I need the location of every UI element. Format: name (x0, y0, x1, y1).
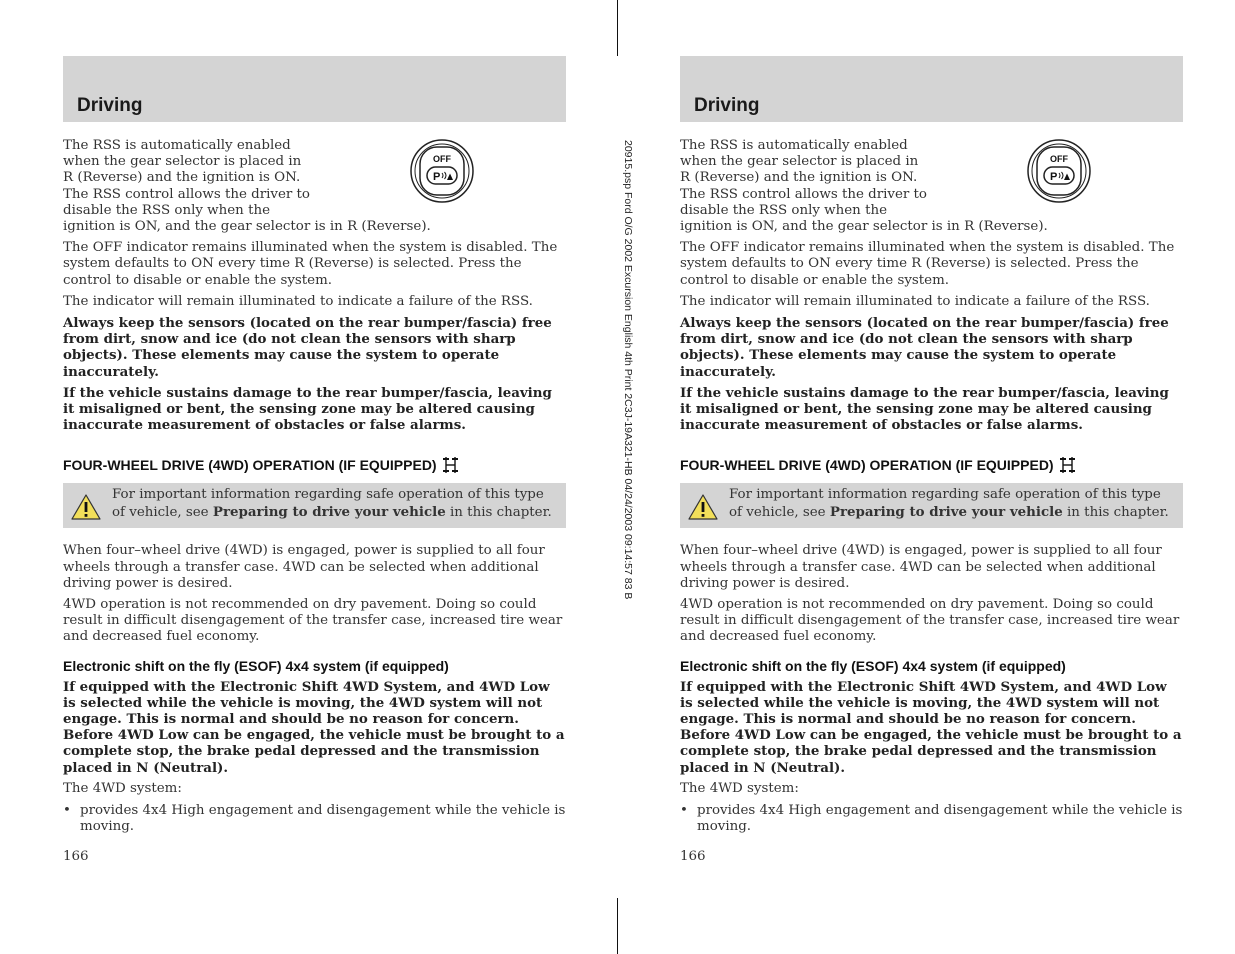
print-slug-text: 20915.psp Ford O/G 2002 Excursion English 4th Print 2C3J-19A321-HB 04/24/2003 09:14:57 83 B (622, 140, 634, 600)
four-wheel-drive-heading-text: FOUR-WHEEL DRIVE (4WD) OPERATION (IF EQUIPPED) (63, 457, 437, 474)
warning-text-before: For important information regarding safe operation of this type of vehicle, see (729, 487, 1161, 520)
safety-warning-box (680, 483, 1183, 528)
bullet-dot-icon: • (63, 803, 71, 819)
intro-line: The RSS control allows the driver to (63, 186, 310, 202)
4wd-pavement-paragraph: 4WD operation is not recommended on dry pavement. Doing so could result in difficult disengagement of the transfer case, increased tire wear and decreased fuel economy. (63, 597, 563, 645)
rss-p-label: P (1050, 171, 1058, 183)
safety-warning-text (729, 487, 1175, 520)
bullet-dot-icon: • (680, 803, 688, 819)
warning-triangle-icon (70, 493, 102, 521)
rss-p-label: P (433, 171, 441, 183)
page-number: 166 (680, 848, 706, 864)
intro-line: The RSS is automatically enabled (680, 138, 908, 153)
intro-line: when the gear selector is placed in (63, 154, 302, 170)
rss-intro (680, 138, 1183, 235)
intro-line: ignition is ON, and the gear selector is in R (Reverse). (63, 219, 431, 235)
4wd-engaged-paragraph: When four–wheel drive (4WD) is engaged, power is supplied to all four wheels through a transfer case. 4WD can be selected when additional driving power is desired. (680, 543, 1162, 591)
esof-heading: Electronic shift on the fly (ESOF) 4x4 system (if equipped) (63, 657, 449, 674)
esof-warning: If equipped with the Electronic Shift 4WD System, and 4WD Low is selected while the vehicle is moving, the 4WD system will not engage. This is normal and should be no reason for concern. Before 4WD Low can be engaged, the vehicle must be brought to a complete stop, the brake pedal depressed and the transmission placed in N (Neutral). (680, 678, 1182, 776)
warning-triangle-icon (687, 493, 719, 521)
four-wheel-drive-icon (442, 456, 460, 474)
rss-off-label: OFF (1050, 154, 1068, 164)
page-number: 166 (63, 848, 89, 864)
section-header-band (680, 56, 1183, 122)
warning-text-before: For important information regarding safe operation of this type of vehicle, see (112, 487, 544, 520)
bumper-damage-warning: If the vehicle sustains damage to the rear bumper/fascia, leaving it misaligned or bent, the sensing zone may be altered causing inaccurate measurement of obstacles or false alarms. (680, 384, 1169, 434)
intro-line: disable the RSS only when the (63, 202, 270, 218)
list-item-text: provides 4x4 High engagement and disengagement while the vehicle is moving. (697, 803, 1183, 835)
list-item (680, 803, 1183, 835)
list-item-text: provides 4x4 High engagement and disengagement while the vehicle is moving. (80, 803, 566, 835)
right-page (680, 56, 1183, 864)
intro-line: The RSS control allows the driver to (680, 186, 927, 202)
four-wheel-drive-icon (1059, 456, 1077, 474)
4wd-system-intro: The 4WD system: (680, 780, 799, 796)
4wd-system-intro: The 4WD system: (63, 780, 182, 796)
rss-off-button-icon (1026, 138, 1092, 204)
rss-off-button-icon (409, 138, 475, 204)
off-indicator-paragraph: The OFF indicator remains illuminated when the system is disabled. The system defaults to ON every time R (Reverse) is selected. Press the control to disable or enable the system. (680, 240, 1175, 288)
section-title: Driving (694, 95, 760, 116)
intro-line: ignition is ON, and the gear selector is in R (Reverse). (680, 219, 1048, 235)
crop-mark-top (617, 0, 618, 56)
4wd-pavement-paragraph: 4WD operation is not recommended on dry pavement. Doing so could result in difficult disengagement of the transfer case, increased tire wear and decreased fuel economy. (680, 597, 1180, 645)
four-wheel-drive-heading (680, 456, 1183, 474)
rss-intro (63, 138, 566, 235)
intro-line: R (Reverse) and the ignition is ON. (63, 170, 301, 186)
safety-warning-box (63, 483, 566, 528)
four-wheel-drive-heading (63, 456, 566, 474)
4wd-engaged-paragraph: When four–wheel drive (4WD) is engaged, power is supplied to all four wheels through a transfer case. 4WD can be selected when additional driving power is desired. (63, 543, 545, 591)
bumper-damage-warning: If the vehicle sustains damage to the rear bumper/fascia, leaving it misaligned or bent, the sensing zone may be altered causing inaccurate measurement of obstacles or false alarms. (63, 384, 552, 434)
off-indicator-paragraph: The OFF indicator remains illuminated when the system is disabled. The system defaults to ON every time R (Reverse) is selected. Press the control to disable or enable the system. (63, 240, 558, 288)
left-page (63, 56, 566, 864)
list-item (63, 803, 566, 835)
esof-warning: If equipped with the Electronic Shift 4WD System, and 4WD Low is selected while the vehicle is moving, the 4WD system will not engage. This is normal and should be no reason for concern. Before 4WD Low can be engaged, the vehicle must be brought to a complete stop, the brake pedal depressed and the transmission placed in N (Neutral). (63, 678, 565, 776)
warning-text-after: in this chapter. (445, 504, 552, 520)
failure-indicator-paragraph: The indicator will remain illuminated to indicate a failure of the RSS. (680, 293, 1150, 309)
print-slug (622, 140, 636, 620)
four-wheel-drive-heading-text: FOUR-WHEEL DRIVE (4WD) OPERATION (IF EQUIPPED) (680, 457, 1054, 474)
failure-indicator-paragraph: The indicator will remain illuminated to indicate a failure of the RSS. (63, 293, 533, 309)
sensor-care-warning: Always keep the sensors (located on the rear bumper/fascia) free from dirt, snow and ice (do not clean the sensors with sharp objects). These elements may cause the system to operate inaccurately. (680, 315, 1169, 380)
intro-line: when the gear selector is placed in (680, 154, 919, 170)
esof-heading: Electronic shift on the fly (ESOF) 4x4 system (if equipped) (680, 657, 1066, 674)
intro-line: disable the RSS only when the (680, 202, 887, 218)
rss-off-label: OFF (433, 154, 451, 164)
section-header-band (63, 56, 566, 122)
intro-line: R (Reverse) and the ignition is ON. (680, 170, 918, 186)
intro-line: The RSS is automatically enabled (63, 138, 291, 153)
crop-mark-bottom (617, 898, 618, 954)
safety-warning-text (112, 487, 558, 520)
section-title: Driving (77, 95, 143, 116)
sensor-care-warning: Always keep the sensors (located on the rear bumper/fascia) free from dirt, snow and ice (do not clean the sensors with sharp objects). These elements may cause the system to operate inaccurately. (63, 315, 552, 380)
warning-text-after: in this chapter. (1062, 504, 1169, 520)
warning-chapter-reference: Preparing to drive your vehicle (829, 503, 1063, 520)
warning-chapter-reference: Preparing to drive your vehicle (212, 503, 446, 520)
